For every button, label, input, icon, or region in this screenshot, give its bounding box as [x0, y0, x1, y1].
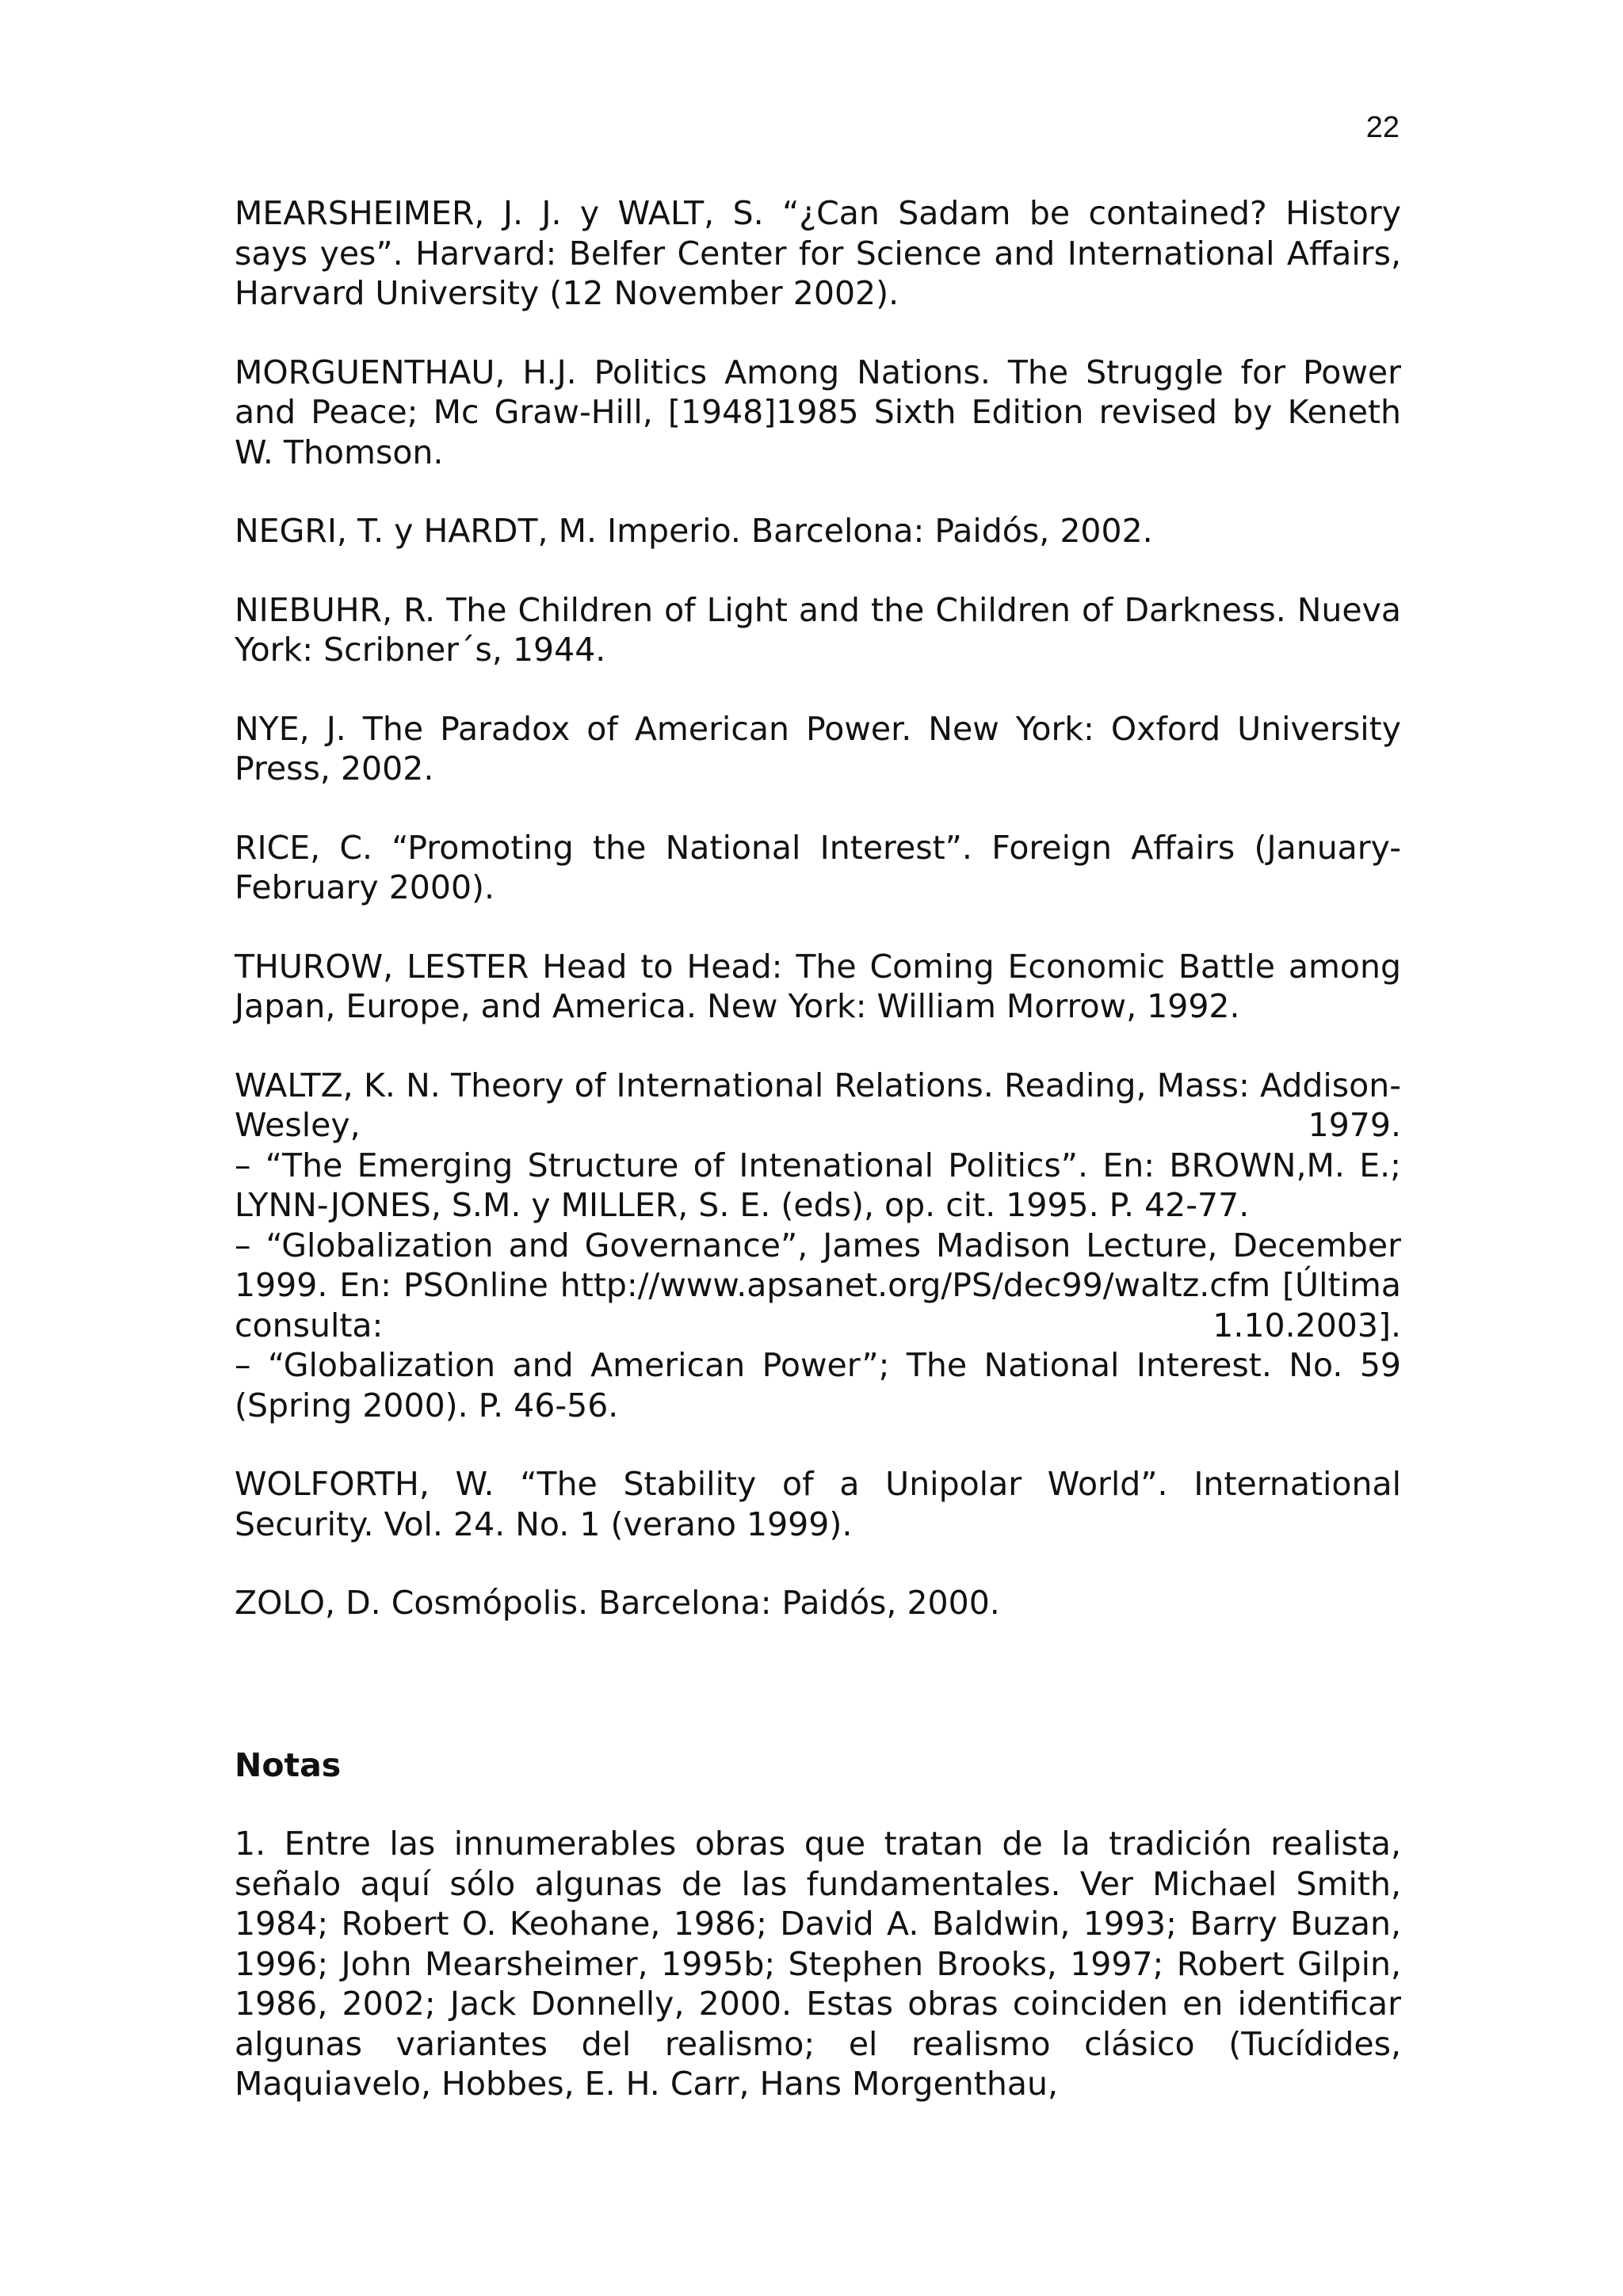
section-spacer [235, 1662, 1401, 1745]
reference-niebuhr: NIEBUHR, R. The Children of Light and the Children of Darkness. Nueva York: Scribner´s, 1944. [235, 590, 1401, 669]
reference-waltz-entry-2: – “The Emerging Structure of Intenational Politics”. En: BROWN,M. E.; LYNN-JONES, S.M. y MILLER, S. E. (eds), op. cit. 1995. P. 42-77. [235, 1146, 1401, 1224]
reference-morguenthau: MORGUENTHAU, H.J. Politics Among Nations. The Struggle for Power and Peace; Mc Graw-Hill, [1948]1985 Sixth Edition revised by Keneth W. Thomson. [235, 353, 1401, 471]
note-1: 1. Entre las innumerables obras que tratan de la tradición realista, señalo aquí sólo algunas de las fundamentales. Ver Michael Smith, 1984; Robert O. Keohane, 1986; David A. Baldwin, 1993; Barry Buzan, 1996; John Mearsheimer, 1995b; Stephen Brooks, 1997; Robert Gilpin, 1986, 2002; Jack Donnelly, 2000. Estas obras coinciden en identificar algunas variantes del realismo; el realismo clásico (Tucídides, Maquiavelo, Hobbes, E. H. Carr, Hans Morgenthau, [235, 1825, 1401, 2103]
reference-nye: NYE, J. The Paradox of American Power. New York: Oxford University Press, 2002. [235, 709, 1401, 788]
reference-thurow: THUROW, LESTER Head to Head: The Coming Economic Battle among Japan, Europe, and America. New York: William Morrow, 1992. [235, 947, 1401, 1025]
reference-waltz-entry-4: – “Globalization and American Power”; The National Interest. No. 59 (Spring 2000). P. 46-56. [235, 1346, 1401, 1425]
reference-zolo: ZOLO, D. Cosmópolis. Barcelona: Paidós, 2000. [235, 1584, 1000, 1622]
reference-waltz-entry-3: – “Globalization and Governance”, James Madison Lecture, December 1999. En: PSOnline http://www.apsanet.org/PS/dec99/waltz.cfm [Última consulta: 1.10.2003]. [235, 1226, 1401, 1344]
page-number: 22 [1365, 111, 1400, 144]
reference-negri: NEGRI, T. y HARDT, M. Imperio. Barcelona: Paidós, 2002. [235, 512, 1153, 550]
reference-rice: RICE, C. “Promoting the National Interest”. Foreign Affairs (January-February 2000). [235, 828, 1401, 906]
reference-mearsheimer: MEARSHEIMER, J. J. y WALT, S. “¿Can Sadam be contained? History says yes”. Harvard: Belfer Center for Science and International Affairs, Harvard University (12 November 2002). [235, 194, 1401, 312]
notas-heading: Notas [235, 1745, 342, 1784]
reference-waltz-entry-1: WALTZ, K. N. Theory of International Relations. Reading, Mass: Addison-Wesley, 1979. [235, 1066, 1401, 1144]
document-body [235, 193, 1401, 2104]
reference-waltz [235, 1066, 1401, 1426]
reference-wolforth: WOLFORTH, W. “The Stability of a Unipolar World”. International Security. Vol. 24. No. 1 (verano 1999). [235, 1465, 1401, 1543]
